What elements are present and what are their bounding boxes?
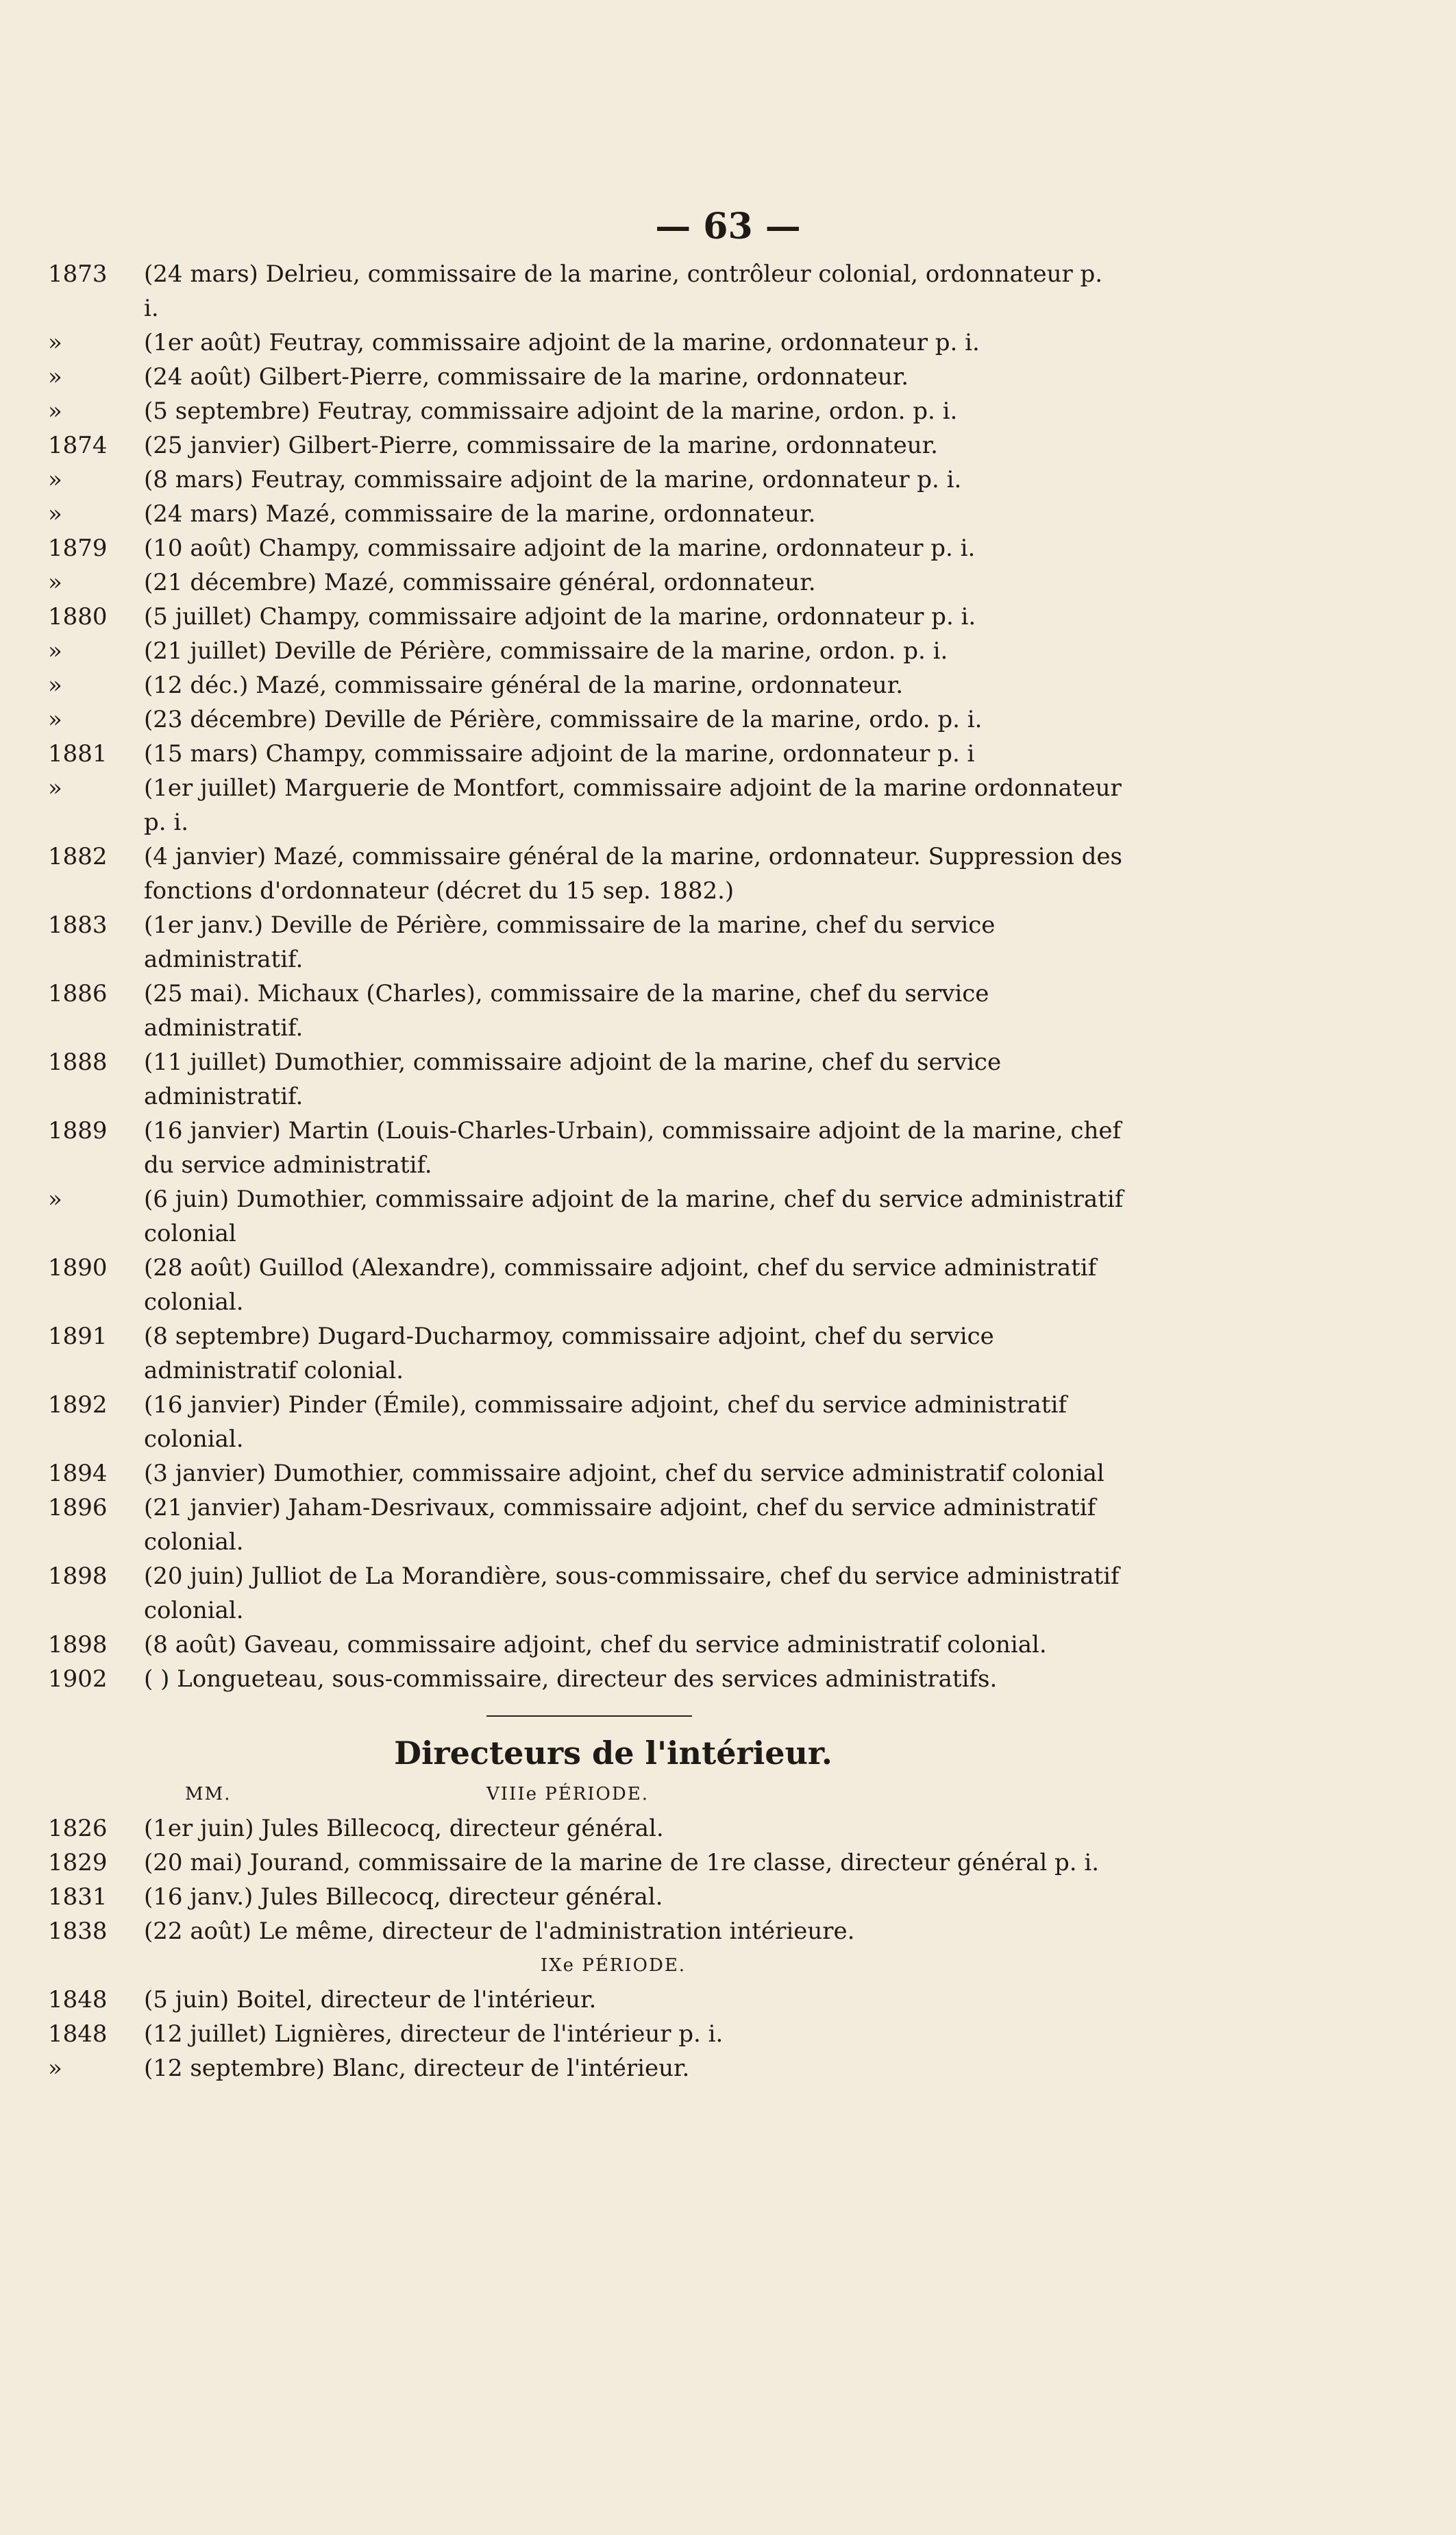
entry-year: 1902 bbox=[48, 1665, 108, 1693]
entry-year: 1888 bbox=[48, 1049, 108, 1076]
section-divider bbox=[486, 1715, 692, 1717]
entry-year: 1881 bbox=[48, 740, 108, 768]
entry-text: (25 janvier) Gilbert-Pierre, commissaire de la marine, ordonnateur. bbox=[144, 432, 938, 459]
entry-text: (12 juillet) Lignières, directeur de l'intérieur p. i. bbox=[144, 2020, 724, 2048]
list-entry bbox=[48, 977, 1124, 1045]
entry-text: (25 mai). Michaux (Charles), commissaire de la marine, chef du service administratif. bbox=[144, 980, 989, 1042]
entry-text: (4 janvier) Mazé, commissaire général de la marine, ordonnateur. Suppression des fonctions d'ordonnateur (décret du 15 sep. 1882.) bbox=[144, 843, 1122, 905]
entry-text: (21 janvier) Jaham-Desrivaux, commissaire adjoint, chef du service administratif colonial. bbox=[144, 1494, 1096, 1556]
entry-text: (24 août) Gilbert-Pierre, commissaire de la marine, ordonnateur. bbox=[144, 363, 909, 391]
list-entry bbox=[48, 634, 1124, 668]
entry-year: » bbox=[48, 706, 62, 733]
entry-text: (1er juillet) Marguerie de Montfort, commissaire adjoint de la marine ordonnateur p. i. bbox=[144, 774, 1122, 836]
entry-text: (15 mars) Champy, commissaire adjoint de la marine, ordonnateur p. i bbox=[144, 740, 975, 768]
entry-text: (24 mars) Mazé, commissaire de la marine, ordonnateur. bbox=[144, 500, 816, 528]
list-entry bbox=[48, 1914, 1124, 1948]
list-entry bbox=[48, 1811, 1124, 1846]
entry-text: (20 mai) Jourand, commissaire de la marine de 1re classe, directeur général p. i. bbox=[144, 1849, 1100, 1876]
entry-year: 1879 bbox=[48, 535, 108, 562]
entry-text: ( ) Longueteau, sous-commissaire, directeur des services administratifs. bbox=[144, 1665, 998, 1693]
entry-year: » bbox=[48, 774, 62, 802]
list-entry bbox=[48, 1319, 1124, 1388]
entry-year: » bbox=[48, 569, 62, 596]
entry-text: (5 septembre) Feutray, commissaire adjoint de la marine, ordon. p. i. bbox=[144, 397, 958, 425]
list-entry bbox=[48, 1983, 1124, 2017]
list-entry bbox=[48, 668, 1124, 702]
entry-year: » bbox=[48, 1186, 62, 1213]
entry-year: » bbox=[48, 500, 62, 528]
entry-year: 1892 bbox=[48, 1391, 108, 1419]
entry-year: 1831 bbox=[48, 1883, 108, 1911]
list-entry bbox=[48, 1114, 1124, 1182]
entry-text: (12 septembre) Blanc, directeur de l'intérieur. bbox=[144, 2055, 690, 2082]
entry-text: (21 juillet) Deville de Périère, commissaire de la marine, ordon. p. i. bbox=[144, 637, 948, 665]
page-content bbox=[48, 257, 1124, 2085]
entry-text: (8 août) Gaveau, commissaire adjoint, chef du service administratif colonial. bbox=[144, 1631, 1047, 1658]
mm-label: MM. bbox=[185, 1784, 232, 1804]
entry-text: (20 juin) Julliot de La Morandière, sous-commissaire, chef du service administratif colonial. bbox=[144, 1563, 1120, 1624]
entry-year: 1829 bbox=[48, 1849, 108, 1876]
entry-text: (22 août) Le même, directeur de l'administration intérieure. bbox=[144, 1918, 855, 1945]
entry-text: (1er juin) Jules Billecocq, directeur général. bbox=[144, 1815, 664, 1842]
list-entry bbox=[48, 428, 1124, 463]
entry-text: (5 juillet) Champy, commissaire adjoint de la marine, ordonnateur p. i. bbox=[144, 603, 976, 630]
entry-year: 1886 bbox=[48, 980, 108, 1007]
entry-year: 1894 bbox=[48, 1460, 108, 1487]
entry-text: (16 janvier) Pinder (Émile), commissaire adjoint, chef du service administratif colonial. bbox=[144, 1391, 1067, 1453]
list-entry bbox=[48, 2017, 1124, 2051]
directors-viii-list bbox=[48, 1811, 1124, 1948]
list-entry bbox=[48, 737, 1124, 771]
list-entry bbox=[48, 1880, 1124, 1914]
list-entry bbox=[48, 1251, 1124, 1319]
list-entry bbox=[48, 1182, 1124, 1251]
entry-year: 1848 bbox=[48, 1986, 108, 2013]
entry-text: (6 juin) Dumothier, commissaire adjoint de la marine, chef du service administratif colonial bbox=[144, 1186, 1124, 1247]
entry-year: » bbox=[48, 466, 62, 493]
entry-text: (1er août) Feutray, commissaire adjoint de la marine, ordonnateur p. i. bbox=[144, 329, 980, 356]
list-entry bbox=[48, 565, 1124, 600]
period-viii-title: VIIIe PÉRIODE. bbox=[486, 1784, 649, 1804]
list-entry bbox=[48, 1559, 1124, 1628]
list-entry bbox=[48, 771, 1124, 840]
list-entry bbox=[48, 497, 1124, 531]
entry-year: 1890 bbox=[48, 1254, 108, 1282]
entry-year: 1883 bbox=[48, 911, 108, 939]
list-entry bbox=[48, 1846, 1124, 1880]
entry-year: 1838 bbox=[48, 1918, 108, 1945]
list-entry bbox=[48, 326, 1124, 360]
entry-year: 1880 bbox=[48, 603, 108, 630]
list-entry bbox=[48, 360, 1124, 394]
period-ix-title: IXe PÉRIODE. bbox=[540, 1955, 687, 1976]
entry-year: » bbox=[48, 329, 62, 356]
entry-year: 1873 bbox=[48, 260, 108, 288]
entry-year: » bbox=[48, 397, 62, 425]
entry-text: (12 déc.) Mazé, commissaire général de la marine, ordonnateur. bbox=[144, 672, 904, 699]
directors-ix-list bbox=[48, 1983, 1124, 2085]
entry-year: 1898 bbox=[48, 1631, 108, 1658]
entry-text: (8 septembre) Dugard-Ducharmoy, commissaire adjoint, chef du service administratif colonial. bbox=[144, 1323, 994, 1384]
entry-year: 1882 bbox=[48, 843, 108, 870]
page-number: — 63 — bbox=[655, 206, 801, 247]
entry-year: 1826 bbox=[48, 1815, 108, 1842]
list-entry bbox=[48, 463, 1124, 497]
entry-text: (11 juillet) Dumothier, commissaire adjoint de la marine, chef du service administratif. bbox=[144, 1049, 1002, 1110]
list-entry bbox=[48, 1456, 1124, 1491]
entry-text: (21 décembre) Mazé, commissaire général, ordonnateur. bbox=[144, 569, 816, 596]
list-entry bbox=[48, 394, 1124, 428]
list-entry bbox=[48, 2051, 1124, 2085]
entry-text: (10 août) Champy, commissaire adjoint de la marine, ordonnateur p. i. bbox=[144, 535, 976, 562]
entry-year: » bbox=[48, 2055, 62, 2082]
entry-text: (16 janv.) Jules Billecocq, directeur général. bbox=[144, 1883, 663, 1911]
entry-year: 1896 bbox=[48, 1494, 108, 1521]
entry-year: 1874 bbox=[48, 432, 108, 459]
entry-text: (3 janvier) Dumothier, commissaire adjoint, chef du service administratif colonial bbox=[144, 1460, 1105, 1487]
list-entry bbox=[48, 1662, 1124, 1696]
entry-year: 1891 bbox=[48, 1323, 108, 1350]
entry-text: (8 mars) Feutray, commissaire adjoint de la marine, ordonnateur p. i. bbox=[144, 466, 962, 493]
entry-year: » bbox=[48, 637, 62, 665]
list-entry bbox=[48, 840, 1124, 908]
entry-year: » bbox=[48, 363, 62, 391]
list-entry bbox=[48, 531, 1124, 565]
list-entry bbox=[48, 1491, 1124, 1559]
entry-year: » bbox=[48, 672, 62, 699]
list-entry bbox=[48, 1045, 1124, 1114]
entry-text: (16 janvier) Martin (Louis-Charles-Urbain), commissaire adjoint de la marine, chef du service administratif. bbox=[144, 1117, 1122, 1179]
section-title: Directeurs de l'intérieur. bbox=[394, 1735, 832, 1772]
list-entry bbox=[48, 908, 1124, 977]
entry-year: 1898 bbox=[48, 1563, 108, 1590]
entry-text: (1er janv.) Deville de Périère, commissaire de la marine, chef du service administratif. bbox=[144, 911, 996, 973]
entry-text: (5 juin) Boitel, directeur de l'intérieur. bbox=[144, 1986, 597, 2013]
entry-year: 1889 bbox=[48, 1117, 108, 1144]
list-entry bbox=[48, 257, 1124, 326]
period-header-row bbox=[48, 1777, 1124, 1811]
entry-text: (28 août) Guillod (Alexandre), commissaire adjoint, chef du service administratif colonial. bbox=[144, 1254, 1097, 1316]
list-entry bbox=[48, 600, 1124, 634]
entry-text: (24 mars) Delrieu, commissaire de la marine, contrôleur colonial, ordonnateur p. i. bbox=[144, 260, 1103, 322]
entry-year: 1848 bbox=[48, 2020, 108, 2048]
ordonnateur-list bbox=[48, 257, 1124, 1696]
list-entry bbox=[48, 1388, 1124, 1456]
list-entry bbox=[48, 702, 1124, 737]
entry-text: (23 décembre) Deville de Périère, commissaire de la marine, ordo. p. i. bbox=[144, 706, 983, 733]
list-entry bbox=[48, 1628, 1124, 1662]
